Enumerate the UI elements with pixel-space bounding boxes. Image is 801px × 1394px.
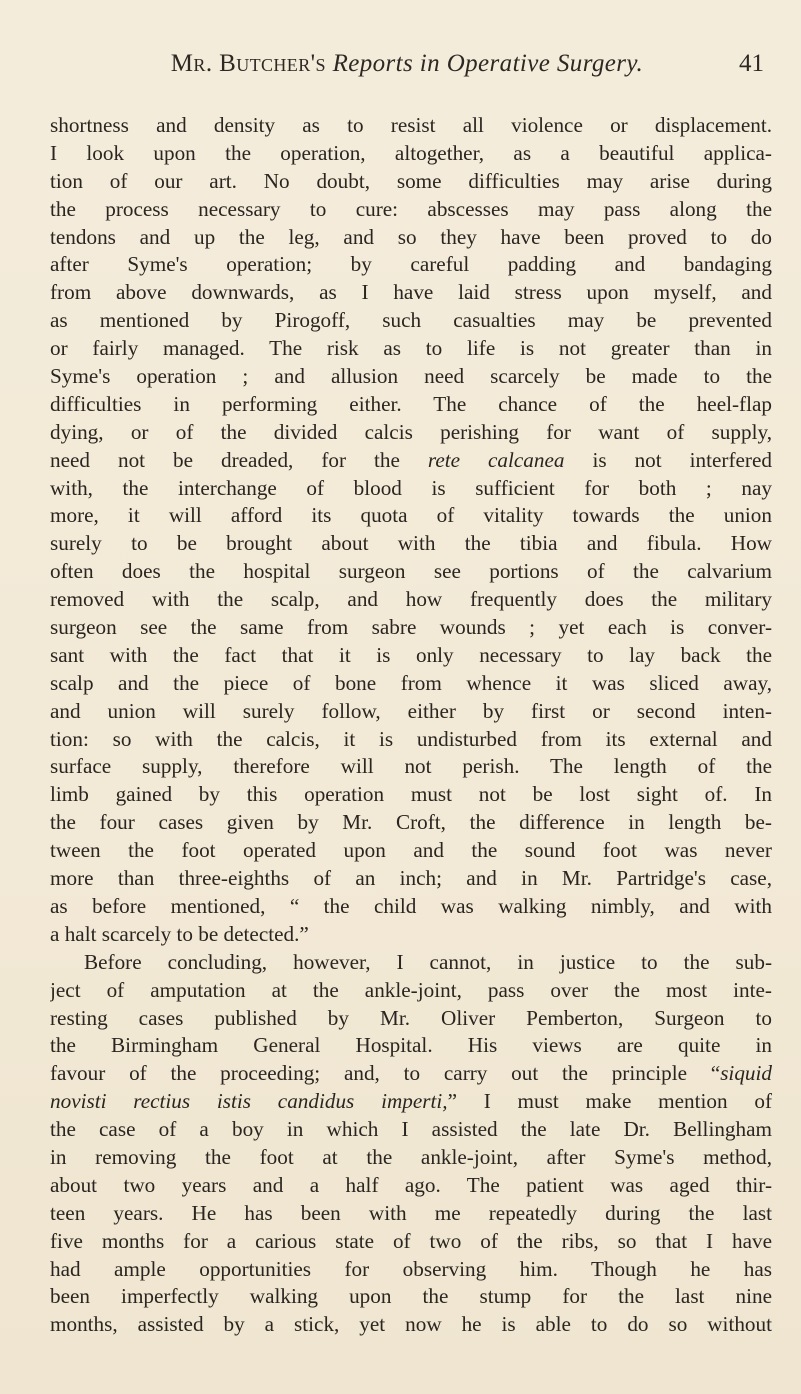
text-line: [50, 391, 772, 419]
text-segment: the case of a boy in which I assisted the late Dr. Bellingham: [50, 1117, 772, 1142]
text-line: [50, 447, 772, 475]
text-line: [50, 140, 772, 168]
text-line: [50, 698, 772, 726]
text-segment: a halt scarcely to be detected.”: [50, 921, 309, 946]
text-segment: dying, or of the divided calcis perishing for want of supply,: [50, 419, 772, 444]
text-line: [50, 1200, 772, 1228]
text-segment: surely to be brought about with the tibia and fibula. How: [50, 531, 772, 556]
running-title: [44, 50, 770, 78]
text-line: [50, 475, 772, 503]
text-line: [50, 530, 772, 558]
text-segment: removed with the scalp, and how frequently does the military: [50, 587, 772, 612]
text-line: [50, 1144, 772, 1172]
text-segment: teen years. He has been with me repeatedly during the last: [50, 1200, 772, 1225]
text-line: [50, 1311, 772, 1339]
text-segment: need not be dreaded, for the: [50, 447, 428, 472]
italic-text: siquid: [720, 1061, 772, 1086]
italic-text: rete calcanea: [427, 447, 565, 472]
text-segment: the Birmingham General Hospital. His views are quite in: [50, 1033, 772, 1058]
text-segment: in removing the foot at the ankle-joint, after Syme's method,: [50, 1144, 772, 1169]
text-line: [50, 642, 772, 670]
text-segment: is not interfered: [564, 447, 772, 472]
text-line: [50, 586, 772, 614]
page-number: 41: [739, 50, 764, 77]
text-segment: sant with the fact that it is only necessary to lay back the: [50, 642, 772, 667]
text-line: [50, 893, 772, 921]
text-segment: the four cases given by Mr. Croft, the difference in length be-: [50, 810, 772, 835]
text-segment: about two years and a half ago. The patient was aged thir-: [50, 1172, 772, 1197]
body-text: [50, 112, 772, 1339]
text-line: [50, 837, 772, 865]
text-segment: more, it will afford its quota of vitality towards the union: [50, 503, 772, 528]
text-segment: tion: so with the calcis, it is undisturbed from its external and: [50, 726, 772, 751]
text-line: [50, 809, 772, 837]
text-segment: and union will surely follow, either by first or second inten-: [50, 698, 772, 723]
text-segment: as mentioned by Pirogoff, such casualties may be prevented: [50, 308, 772, 333]
text-segment: surgeon see the same from sabre wounds ; yet each is conver-: [50, 615, 772, 640]
text-segment: months, assisted by a stick, yet now he is able to do so without: [50, 1312, 772, 1337]
text-segment: ject of amputation at the ankle-joint, pass over the most inte-: [50, 977, 772, 1002]
text-segment: with, the interchange of blood is sufficient for both ; nay: [50, 475, 772, 500]
text-line: [50, 1060, 772, 1088]
text-segment: tion of our art. No doubt, some difficulties may arise during: [50, 168, 772, 193]
text-line: [50, 1032, 772, 1060]
text-segment: Before concluding, however, I cannot, in justice to the sub-: [84, 949, 772, 974]
text-segment: surface supply, therefore will not perish. The length of the: [50, 754, 772, 779]
text-line: [50, 279, 772, 307]
text-line: [50, 1228, 772, 1256]
text-line: [50, 753, 772, 781]
text-segment: tween the foot operated upon and the sound foot was never: [50, 838, 772, 863]
text-line: [50, 1088, 772, 1116]
text-segment: five months for a carious state of two of the ribs, so that I have: [50, 1228, 772, 1253]
text-segment: or fairly managed. The risk as to life is not greater than in: [50, 336, 772, 361]
text-line: [50, 614, 772, 642]
text-segment: as before mentioned, “ the child was walking nimbly, and with: [50, 893, 772, 918]
text-line: [50, 196, 772, 224]
text-line: [50, 558, 772, 586]
text-segment: Syme's operation ; and allusion need scarcely be made to the: [50, 364, 772, 389]
text-segment: from above downwards, as I have laid stress upon myself, and: [50, 280, 772, 305]
text-segment: ” I must make mention of: [447, 1089, 772, 1114]
text-segment: after Syme's operation; by careful padding and bandaging: [50, 252, 772, 277]
text-segment: often does the hospital surgeon see portions of the calvarium: [50, 559, 772, 584]
text-line: [50, 781, 772, 809]
text-segment: difficulties in performing either. The chance of the heel-flap: [50, 391, 772, 416]
text-line: [50, 224, 772, 252]
text-line: [50, 307, 772, 335]
text-segment: tendons and up the leg, and so they have been proved to do: [50, 224, 772, 249]
text-line: [50, 1116, 772, 1144]
text-line: [50, 168, 772, 196]
text-segment: scalp and the piece of bone from whence it was sliced away,: [50, 670, 772, 695]
text-line: [50, 1256, 772, 1284]
text-line: [50, 670, 772, 698]
text-segment: had ample opportunities for observing him. Though he has: [50, 1256, 772, 1281]
text-line: [50, 949, 772, 977]
text-line: [50, 1283, 772, 1311]
text-line: [50, 1172, 772, 1200]
running-title-work: Reports in Operative Surgery.: [332, 50, 644, 77]
text-segment: favour of the proceeding; and, to carry out the principle “: [50, 1061, 721, 1086]
text-line: [50, 921, 772, 949]
text-line: [50, 865, 772, 893]
text-line: [50, 251, 772, 279]
text-line: [50, 726, 772, 754]
text-line: [50, 112, 772, 140]
text-line: [50, 363, 772, 391]
running-title-author: Mr. Butcher's: [170, 50, 326, 77]
text-segment: resting cases published by Mr. Oliver Pemberton, Surgeon to: [50, 1005, 772, 1030]
text-segment: I look upon the operation, altogether, as a beautiful applica-: [50, 140, 772, 165]
running-head: [44, 50, 770, 84]
text-segment: been imperfectly walking upon the stump for the last nine: [50, 1284, 772, 1309]
text-segment: more than three-eighths of an inch; and in Mr. Partridge's case,: [50, 866, 772, 891]
text-line: [50, 335, 772, 363]
text-line: [50, 1005, 772, 1033]
text-segment: limb gained by this operation must not be lost sight of. In: [50, 782, 772, 807]
text-line: [50, 502, 772, 530]
italic-text: novisti rectius istis candidus imperti,: [50, 1089, 448, 1114]
text-line: [50, 977, 772, 1005]
text-line: [50, 419, 772, 447]
text-segment: shortness and density as to resist all violence or displacement.: [50, 113, 772, 137]
text-segment: the process necessary to cure: abscesses may pass along the: [50, 196, 772, 221]
